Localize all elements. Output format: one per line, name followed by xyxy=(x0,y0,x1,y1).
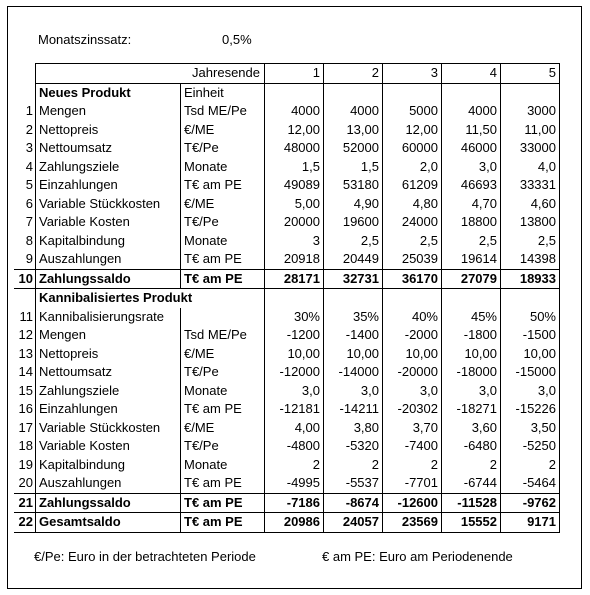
row-unit: T€ am PE xyxy=(181,269,265,289)
value-cell: 24057 xyxy=(324,513,383,533)
value-cell: 19600 xyxy=(324,213,383,232)
table-row xyxy=(14,102,560,121)
value-cell: -12000 xyxy=(265,363,324,382)
value-cell: 32731 xyxy=(324,269,383,289)
value-cell: 13800 xyxy=(501,213,560,232)
value-cell: 4,70 xyxy=(442,195,501,214)
row-unit xyxy=(181,308,265,327)
value-cell: 18933 xyxy=(501,269,560,289)
row-index: 10 xyxy=(14,269,36,289)
row-unit: Tsd ME/Pe xyxy=(181,326,265,345)
value-cell: -4800 xyxy=(265,437,324,456)
row-unit: €/ME xyxy=(181,345,265,364)
value-cell: 4,90 xyxy=(324,195,383,214)
value-cell: 2 xyxy=(501,456,560,475)
value-cell: 46000 xyxy=(442,139,501,158)
value-cell: 15552 xyxy=(442,513,501,533)
row-label: Variable Kosten xyxy=(36,213,181,232)
value-cell: 14398 xyxy=(501,250,560,269)
value-cell: 33331 xyxy=(501,176,560,195)
header-title: Jahresende xyxy=(181,64,265,84)
table-row xyxy=(14,345,560,364)
row-label: Einzahlungen xyxy=(36,400,181,419)
row-label: Auszahlungen xyxy=(36,250,181,269)
value-cell: -18271 xyxy=(442,400,501,419)
table-row xyxy=(14,456,560,475)
value-cell: -20000 xyxy=(383,363,442,382)
table-row xyxy=(14,213,560,232)
row-label: Kapitalbindung xyxy=(36,456,181,475)
row-unit: T€ am PE xyxy=(181,513,265,533)
table-row xyxy=(14,419,560,438)
row-label: Kapitalbindung xyxy=(36,232,181,251)
unit-header: Einheit xyxy=(181,83,265,102)
value-cell: 10,00 xyxy=(501,345,560,364)
value-cell: 36170 xyxy=(383,269,442,289)
value-cell: 10,00 xyxy=(324,345,383,364)
value-cell: -20302 xyxy=(383,400,442,419)
value-cell: 3,80 xyxy=(324,419,383,438)
value-cell: 4000 xyxy=(442,102,501,121)
value-cell: 48000 xyxy=(265,139,324,158)
value-cell: 33000 xyxy=(501,139,560,158)
value-cell: 11,50 xyxy=(442,121,501,140)
year-cell: 1 xyxy=(265,64,324,84)
value-cell: 25039 xyxy=(383,250,442,269)
value-cell: 9171 xyxy=(501,513,560,533)
row-label: Mengen xyxy=(36,102,181,121)
table-row xyxy=(14,232,560,251)
value-cell: 20918 xyxy=(265,250,324,269)
value-cell: 52000 xyxy=(324,139,383,158)
footnote-left: €/Pe: Euro in der betrachteten Periode xyxy=(34,549,256,564)
row-unit: Monate xyxy=(181,232,265,251)
value-cell: 13,00 xyxy=(324,121,383,140)
row-index: 6 xyxy=(14,195,36,214)
row-label: Auszahlungen xyxy=(36,474,181,493)
table-row xyxy=(14,158,560,177)
value-cell: 18800 xyxy=(442,213,501,232)
footnote-right: € am PE: Euro am Periodenende xyxy=(322,549,513,564)
value-cell: -1200 xyxy=(265,326,324,345)
table-row xyxy=(14,493,560,513)
row-unit: Tsd ME/Pe xyxy=(181,102,265,121)
row-label: Variable Stückkosten xyxy=(36,419,181,438)
row-index: 19 xyxy=(14,456,36,475)
row-label: Nettoumsatz xyxy=(36,363,181,382)
row-index: 5 xyxy=(14,176,36,195)
row-unit: T€ am PE xyxy=(181,400,265,419)
value-cell: 1,5 xyxy=(265,158,324,177)
year-cell: 4 xyxy=(442,64,501,84)
value-cell: -4995 xyxy=(265,474,324,493)
table-row xyxy=(14,250,560,269)
row-index: 8 xyxy=(14,232,36,251)
table-row xyxy=(14,176,560,195)
value-cell: 4,60 xyxy=(501,195,560,214)
value-cell: 4000 xyxy=(265,102,324,121)
value-cell: 11,00 xyxy=(501,121,560,140)
cashflow-table xyxy=(14,63,560,533)
value-cell: 2,5 xyxy=(383,232,442,251)
row-label: Nettopreis xyxy=(36,121,181,140)
table-row xyxy=(14,382,560,401)
row-index: 11 xyxy=(14,308,36,327)
value-cell: 4,0 xyxy=(501,158,560,177)
value-cell: -11528 xyxy=(442,493,501,513)
year-cell: 2 xyxy=(324,64,383,84)
value-cell: 2 xyxy=(383,456,442,475)
row-index: 13 xyxy=(14,345,36,364)
value-cell: -15000 xyxy=(501,363,560,382)
table-row xyxy=(14,308,560,327)
value-cell: -5464 xyxy=(501,474,560,493)
value-cell: -1400 xyxy=(324,326,383,345)
table-row xyxy=(14,121,560,140)
row-index: 18 xyxy=(14,437,36,456)
value-cell: 3,0 xyxy=(501,382,560,401)
value-cell: 10,00 xyxy=(383,345,442,364)
value-cell: -15226 xyxy=(501,400,560,419)
value-cell: 3,70 xyxy=(383,419,442,438)
row-index: 12 xyxy=(14,326,36,345)
year-cell: 5 xyxy=(501,64,560,84)
value-cell: -5537 xyxy=(324,474,383,493)
row-unit: T€ am PE xyxy=(181,493,265,513)
row-index: 16 xyxy=(14,400,36,419)
row-index: 3 xyxy=(14,139,36,158)
row-label: Kannibalisierungsrate xyxy=(36,308,181,327)
value-cell: 46693 xyxy=(442,176,501,195)
value-cell: 5000 xyxy=(383,102,442,121)
value-cell: -6480 xyxy=(442,437,501,456)
row-unit: Monate xyxy=(181,158,265,177)
table-row xyxy=(14,326,560,345)
value-cell: 2 xyxy=(324,456,383,475)
rate-label: Monatszinssatz: xyxy=(38,32,132,47)
row-label: Nettopreis xyxy=(36,345,181,364)
value-cell: -18000 xyxy=(442,363,501,382)
row-label: Zahlungssaldo xyxy=(36,493,181,513)
header-row xyxy=(14,64,560,84)
value-cell: 10,00 xyxy=(265,345,324,364)
row-index: 4 xyxy=(14,158,36,177)
row-unit: T€/Pe xyxy=(181,213,265,232)
value-cell: 4000 xyxy=(324,102,383,121)
value-cell: 3,60 xyxy=(442,419,501,438)
value-cell: 19614 xyxy=(442,250,501,269)
value-cell: 30% xyxy=(265,308,324,327)
row-index: 22 xyxy=(14,513,36,533)
value-cell: 1,5 xyxy=(324,158,383,177)
table-row xyxy=(14,474,560,493)
value-cell: 12,00 xyxy=(383,121,442,140)
row-unit: Monate xyxy=(181,382,265,401)
value-cell: -12600 xyxy=(383,493,442,513)
value-cell: 12,00 xyxy=(265,121,324,140)
row-label: Nettoumsatz xyxy=(36,139,181,158)
value-cell: 5,00 xyxy=(265,195,324,214)
value-cell: -5320 xyxy=(324,437,383,456)
row-unit: T€ am PE xyxy=(181,474,265,493)
value-cell: 53180 xyxy=(324,176,383,195)
row-label: Variable Stückkosten xyxy=(36,195,181,214)
year-cell: 3 xyxy=(383,64,442,84)
value-cell: 3,0 xyxy=(265,382,324,401)
value-cell: 27079 xyxy=(442,269,501,289)
value-cell: 4,80 xyxy=(383,195,442,214)
row-label: Zahlungsziele xyxy=(36,382,181,401)
value-cell: 3,0 xyxy=(324,382,383,401)
value-cell: -7400 xyxy=(383,437,442,456)
row-unit: T€/Pe xyxy=(181,437,265,456)
value-cell: -12181 xyxy=(265,400,324,419)
row-label: Einzahlungen xyxy=(36,176,181,195)
row-unit: T€/Pe xyxy=(181,363,265,382)
value-cell: 60000 xyxy=(383,139,442,158)
row-index: 1 xyxy=(14,102,36,121)
row-label: Gesamtsaldo xyxy=(36,513,181,533)
row-index: 21 xyxy=(14,493,36,513)
value-cell: -7701 xyxy=(383,474,442,493)
value-cell: 3000 xyxy=(501,102,560,121)
value-cell: -7186 xyxy=(265,493,324,513)
table-row xyxy=(14,269,560,289)
row-unit: T€ am PE xyxy=(181,250,265,269)
row-index: 17 xyxy=(14,419,36,438)
value-cell: 3 xyxy=(265,232,324,251)
table-row xyxy=(14,513,560,533)
value-cell: 2 xyxy=(265,456,324,475)
table-row xyxy=(14,139,560,158)
value-cell: 23569 xyxy=(383,513,442,533)
row-index: 7 xyxy=(14,213,36,232)
value-cell: 40% xyxy=(383,308,442,327)
value-cell: -14211 xyxy=(324,400,383,419)
value-cell: 35% xyxy=(324,308,383,327)
value-cell: -14000 xyxy=(324,363,383,382)
table-row xyxy=(14,437,560,456)
value-cell: 2 xyxy=(442,456,501,475)
row-index: 15 xyxy=(14,382,36,401)
value-cell: -9762 xyxy=(501,493,560,513)
value-cell: 4,00 xyxy=(265,419,324,438)
row-unit: €/ME xyxy=(181,195,265,214)
row-index xyxy=(14,64,36,84)
row-unit: T€/Pe xyxy=(181,139,265,158)
value-cell: 20000 xyxy=(265,213,324,232)
value-cell: 2,0 xyxy=(383,158,442,177)
row-label: Mengen xyxy=(36,326,181,345)
value-cell: -6744 xyxy=(442,474,501,493)
section-header-row xyxy=(14,289,560,308)
rate-value: 0,5% xyxy=(222,32,252,47)
row-label: Zahlungssaldo xyxy=(36,269,181,289)
row-label: Variable Kosten xyxy=(36,437,181,456)
value-cell: 2,5 xyxy=(442,232,501,251)
value-cell: 3,0 xyxy=(442,158,501,177)
value-cell: 3,0 xyxy=(383,382,442,401)
value-cell: 10,00 xyxy=(442,345,501,364)
row-label: Zahlungsziele xyxy=(36,158,181,177)
value-cell: 49089 xyxy=(265,176,324,195)
row-unit: T€ am PE xyxy=(181,176,265,195)
row-index: 14 xyxy=(14,363,36,382)
value-cell: 28171 xyxy=(265,269,324,289)
value-cell: 2,5 xyxy=(501,232,560,251)
row-index: 9 xyxy=(14,250,36,269)
value-cell: 24000 xyxy=(383,213,442,232)
value-cell: 3,50 xyxy=(501,419,560,438)
value-cell: 45% xyxy=(442,308,501,327)
value-cell: -8674 xyxy=(324,493,383,513)
table-row xyxy=(14,400,560,419)
table-row xyxy=(14,195,560,214)
row-index: 20 xyxy=(14,474,36,493)
value-cell: 20449 xyxy=(324,250,383,269)
value-cell: -1800 xyxy=(442,326,501,345)
value-cell: -2000 xyxy=(383,326,442,345)
row-index: 2 xyxy=(14,121,36,140)
value-cell: 20986 xyxy=(265,513,324,533)
value-cell: 2,5 xyxy=(324,232,383,251)
table-row xyxy=(14,363,560,382)
value-cell: -5250 xyxy=(501,437,560,456)
section-header-row xyxy=(14,83,560,102)
section-title: Neues Produkt xyxy=(36,83,181,102)
row-unit: €/ME xyxy=(181,121,265,140)
value-cell: 3,0 xyxy=(442,382,501,401)
value-cell: 61209 xyxy=(383,176,442,195)
value-cell: 50% xyxy=(501,308,560,327)
section-title: Kannibalisiertes Produkt xyxy=(36,289,265,308)
row-unit: Monate xyxy=(181,456,265,475)
row-unit: €/ME xyxy=(181,419,265,438)
value-cell: -1500 xyxy=(501,326,560,345)
